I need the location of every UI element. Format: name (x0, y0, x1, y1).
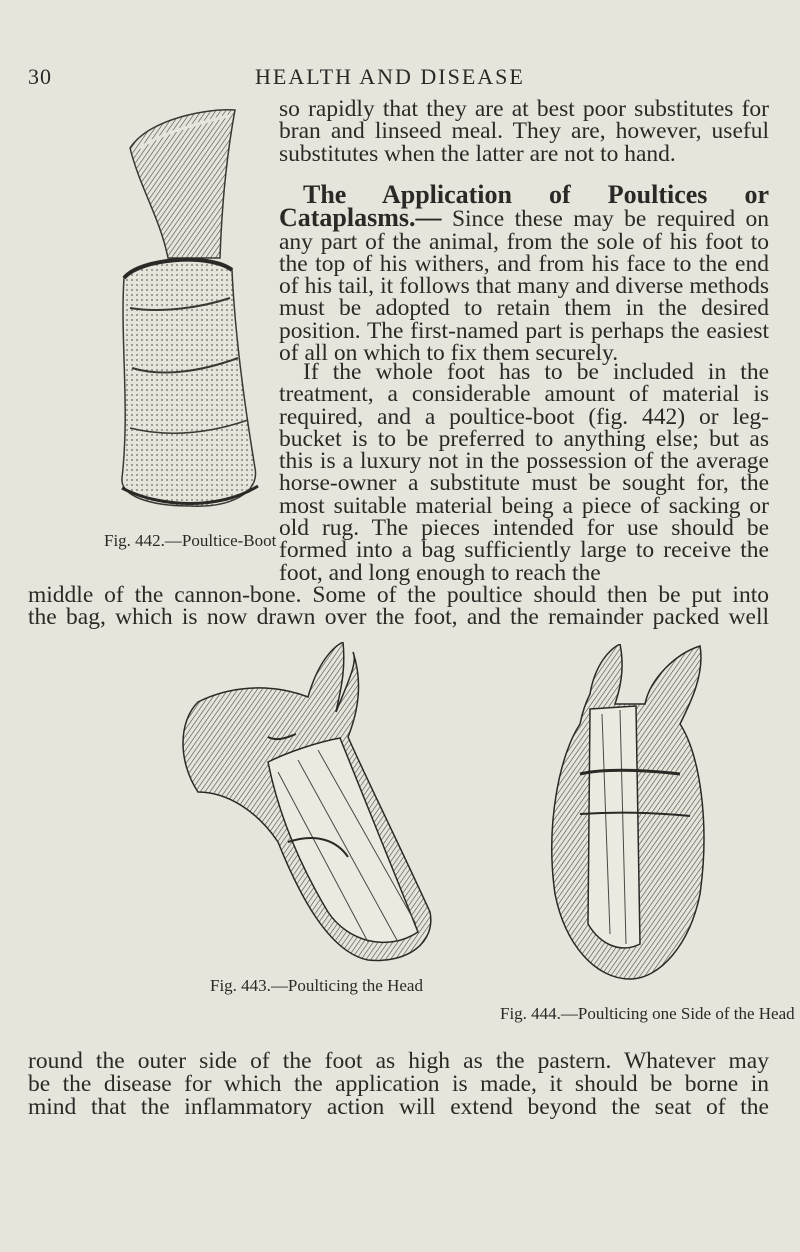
paragraph-3-line-full-1: middle of the cannon-bone. Some of the poultice should then be put into (28, 582, 769, 608)
paragraph-2 (279, 180, 769, 367)
fig443-caption: Fig. 443.—Poulticing the Head (210, 976, 423, 995)
paragraph-4-line-3: mind that the inflammatory action will extend beyond the seat of the (28, 1094, 769, 1120)
poulticing-head-illustration (168, 642, 436, 968)
paragraph-4-line-1: round the outer side of the foot as high as the pastern. Whatever may (28, 1048, 769, 1074)
paragraph-4-line-2: be the disease for which the application is made, it should be borne in (28, 1071, 769, 1097)
fig442-caption: Fig. 442.—Poultice-Boot (104, 531, 277, 550)
poultice-boot-illustration (110, 108, 270, 524)
running-head: HEALTH AND DISEASE (255, 64, 525, 89)
section-heading: The Application of Poultices or Cataplasms.— (279, 180, 769, 233)
paragraph-3: If the whole foot has to be included in the treatment, a considerable amount of material is required, and a poultice-boot (fig. 442) or leg-bucket is to be preferred to anything else; but as this is a luxury not in the possession of the average horse-owner a substitute must be sought for, the most suitable material being a piece of sacking or old rug. The pieces intended for use should be formed into a bag sufficiently large to receive the foot, and long enough to reach the (279, 359, 769, 586)
fig444-caption: Fig. 444.—Poulticing one Side of the Head (500, 1004, 795, 1023)
paragraph-1: so rapidly that they are at best poor substitutes for bran and linseed meal. They are, however, useful substitutes when the latter are not to hand. (279, 96, 769, 167)
page-number: 30 (28, 64, 52, 89)
paragraph-3-line-full-2: the bag, which is now drawn over the foot, and the remainder packed well (28, 604, 769, 630)
poulticing-side-of-head-illustration (540, 644, 716, 984)
paragraph-2-text: Since these may be required on any part of the animal, from the sole of his foot to the top of his withers, and from his face to the end of his tail, it follows that many and diverse methods must be adopted to retain them in the desired position. The first-named part is perhaps the easiest of all on which to fix them securely. (279, 206, 769, 367)
